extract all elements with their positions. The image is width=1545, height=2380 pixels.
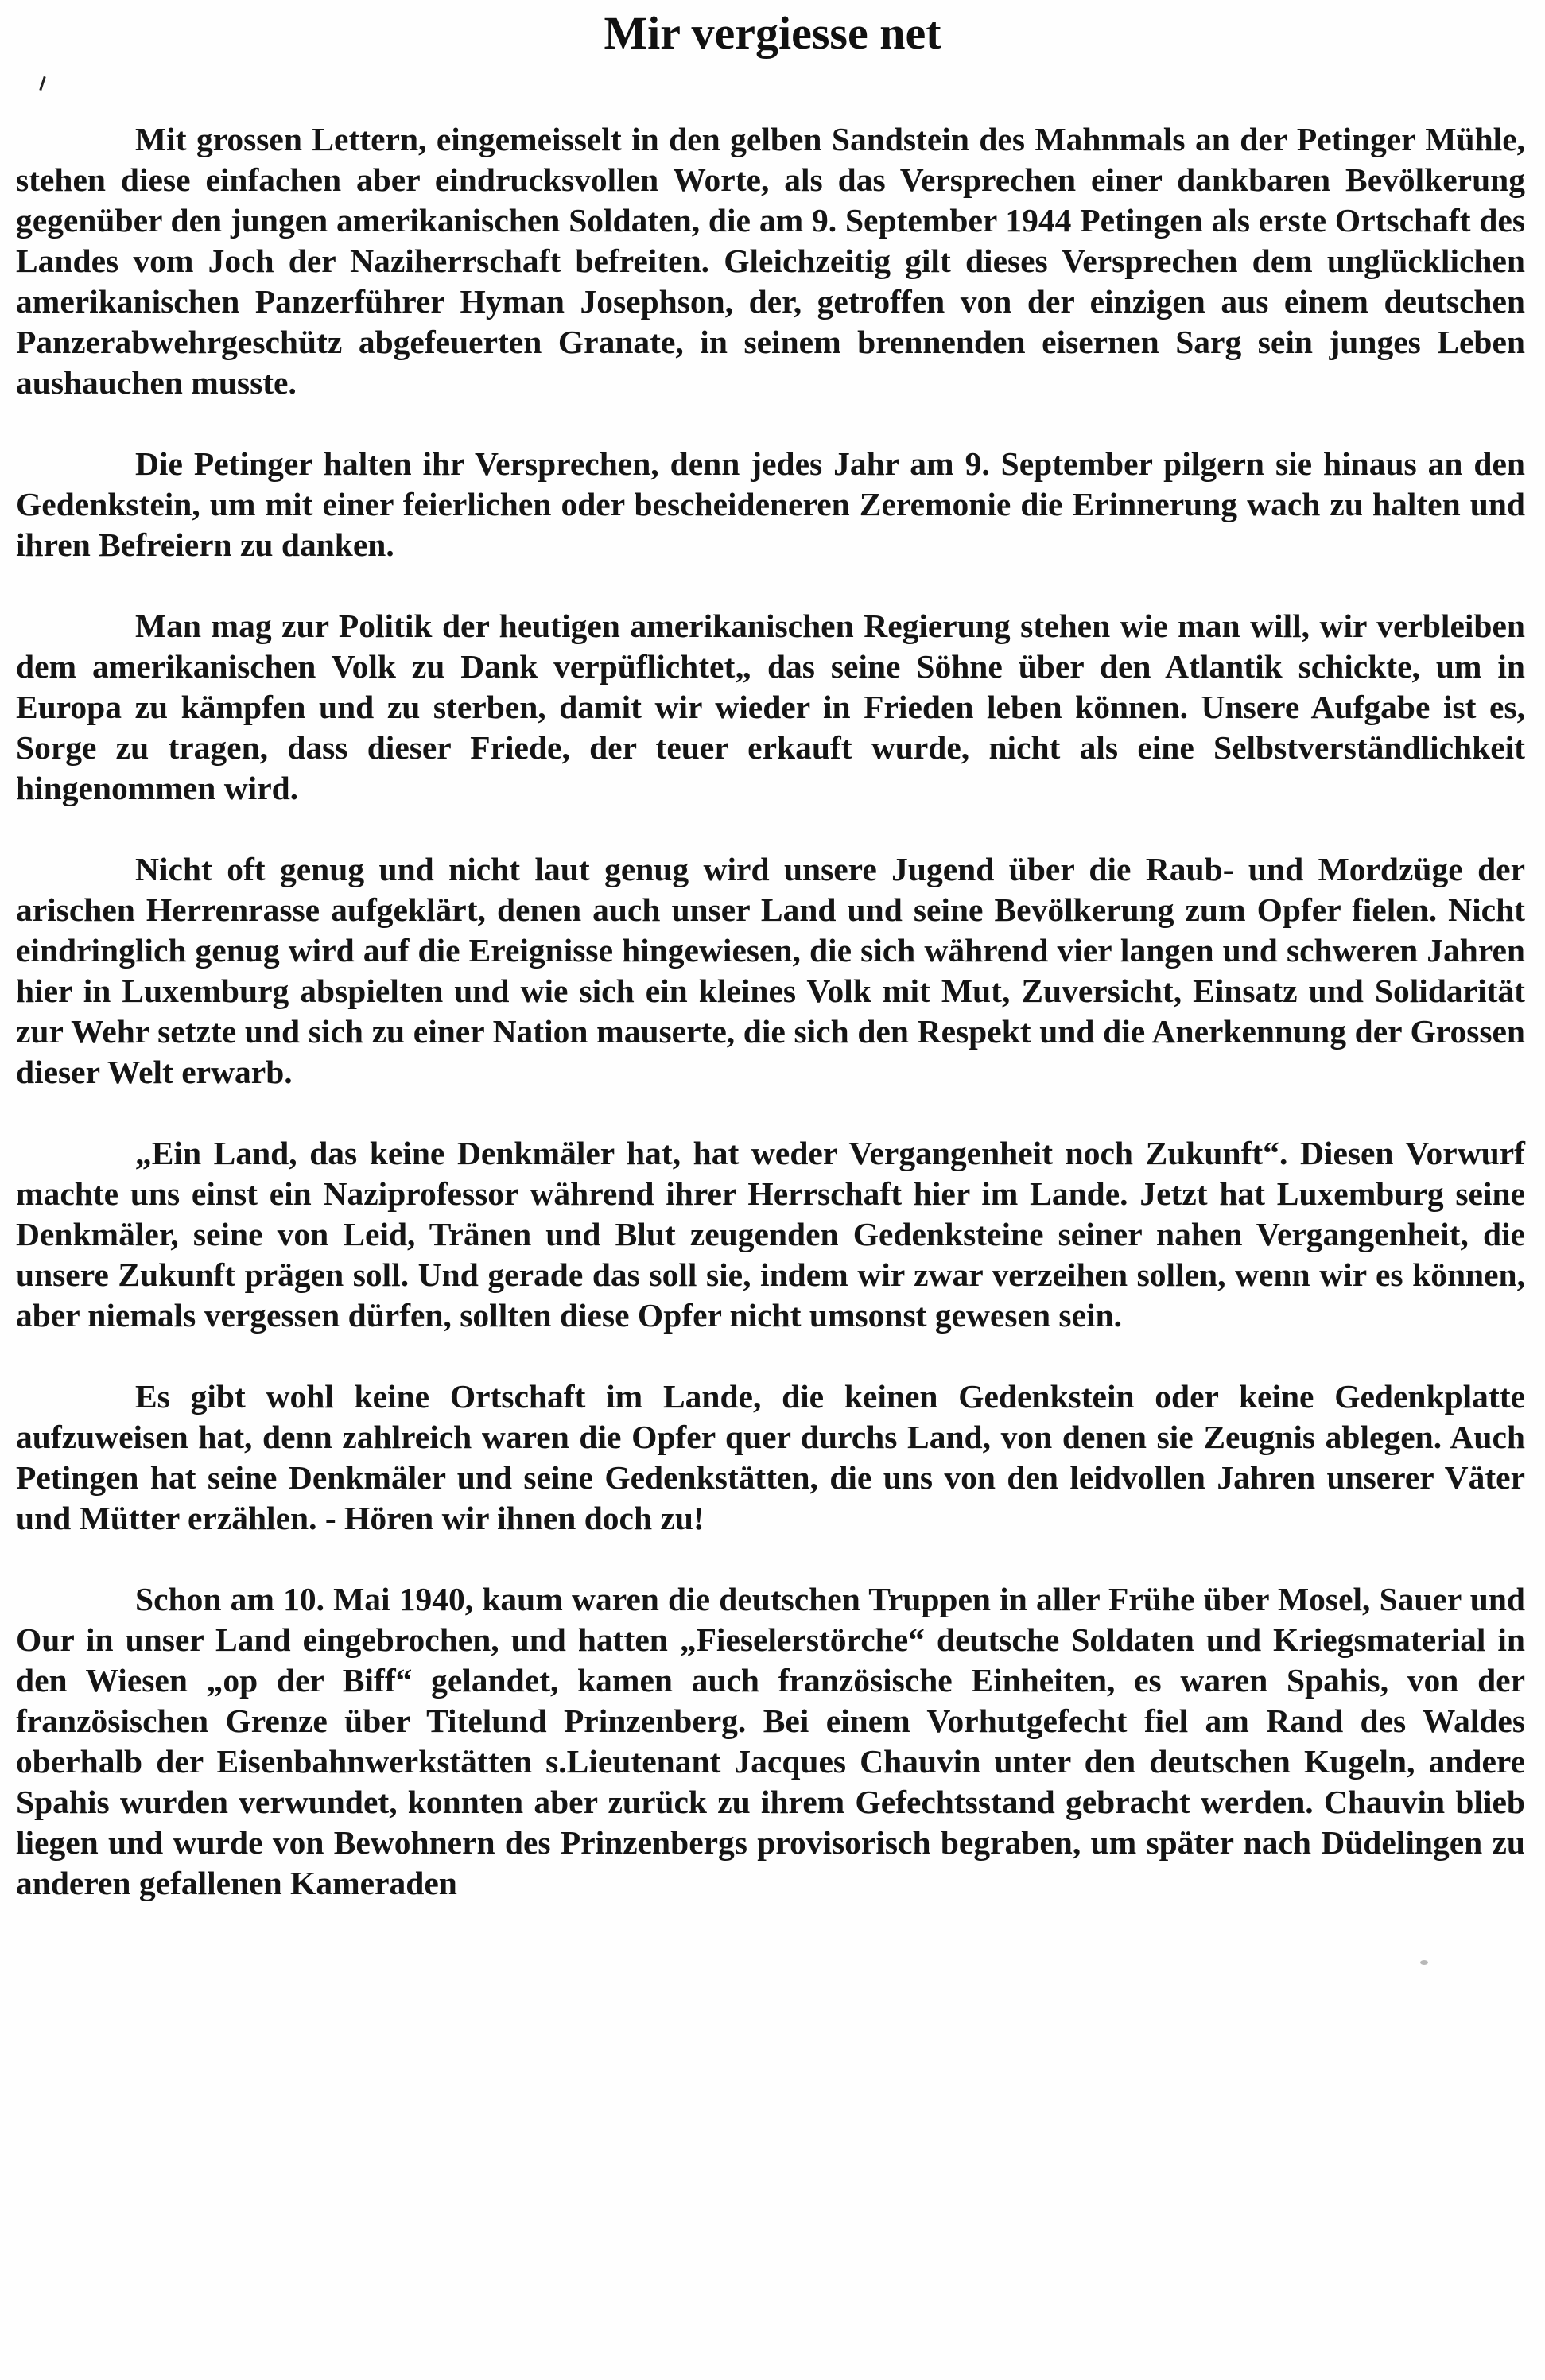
stray-pen-mark	[39, 76, 45, 91]
paragraph-gedenkstein: Es gibt wohl keine Ortschaft im Lande, die keinen Gedenkstein oder keine Gedenkplatte aufzuweisen hat, denn zahlreich waren die Opfer quer durchs Land, von denen sie Zeugnis ablegen. Auch Petingen hat seine Denkmäler und seine Gedenkstätten, die uns von den leidvollen Jahren unserer Väter und Mütter erzählen. - Hören wir ihnen doch zu!	[16, 1378, 1525, 1536]
paragraph-jugend: Nicht oft genug und nicht laut genug wird unsere Jugend über die Raub- und Mordzüge der arischen Herrenrasse aufgeklärt, denen auch unser Land und seine Bevölkerung zum Opfer fielen. Nicht eindringlich genug wird auf die Ereignisse hingewiesen, die sich während vier langen und schweren Jahren hier in Luxemburg abspielten und wie sich ein kleines Volk mit Mut, Zuversicht, Einsatz und Solidarität zur Wehr setzte und sich zu einer Nation mauserte, die sich den Respekt und die Anerkennung der Grossen dieser Welt erwarb.	[16, 851, 1525, 1090]
document-title: Mir vergiesse net	[604, 7, 941, 59]
paragraph-denkmaeler: „Ein Land, das keine Denkmäler hat, hat weder Vergangenheit noch Zukunft“. Diesen Vorwurf machte uns einst ein Naziprofessor während ihrer Herrschaft hier im Lande. Jetzt hat Luxemburg seine Denkmäler, seine von Leid, Tränen und Blut zeugenden Gedenksteine seiner nahen Vergangenheit, die unsere Zukunft prägen soll. Und gerade das soll sie, indem wir zwar verzeihen sollen, wenn wir es können, aber niemals vergessen dürfen, sollten diese Opfer nicht umsonst gewesen sein.	[16, 1135, 1525, 1334]
paragraph-mai-1940: Schon am 10. Mai 1940, kaum waren die deutschen Truppen in aller Frühe über Mosel, Sauer und Our in unser Land eingebrochen, und hatten „Fieselerstörche“ deutsche Soldaten und Kriegsmaterial in den Wiesen „op der Biff“ gelandet, kamen auch französische Einheiten, es waren Spahis, von der französischen Grenze über Titelund Prinzenberg. Bei einem Vorhutgefecht fiel am Rand des Waldes oberhalb der Eisenbahnwerkstätten s.Lieutenant Jacques Chauvin unter den deutschen Kugeln, andere Spahis wurden verwundet, konnten aber zurück zu ihrem Gefechtsstand gebracht werden. Chauvin blieb liegen und wurde von Bewohnern des Prinzenbergs provisorisch begraben, um später nach Düdelingen zu anderen gefallenen Kameraden	[16, 1581, 1525, 1901]
paragraph-versprechen: Die Petinger halten ihr Versprechen, denn jedes Jahr am 9. September pilgern sie hinaus an den Gedenkstein, um mit einer feierlichen oder bescheideneren Zeremonie die Erinnerung wach zu halten und ihren Befreiern zu danken.	[16, 445, 1525, 563]
document-body	[16, 119, 1525, 1904]
paragraph-mahnmal: Mit grossen Lettern, eingemeisselt in den gelben Sandstein des Mahnmals an der Petinger Mühle, stehen diese einfachen aber eindrucksvollen Worte, als das Versprechen einer dankbaren Bevölkerung gegenüber den jungen amerikanischen Soldaten, die am 9. September 1944 Petingen als erste Ortschaft des Landes vom Joch der Naziherrschaft befreiten. Gleichzeitig gilt dieses Versprechen dem unglücklichen amerikanischen Panzerführer Hyman Josephson, der, getroffen von der einzigen aus einem deutschen Panzerabwehrgeschütz abgefeuerten Granate, in seinem brennenden eisernen Sarg sein junges Leben aushauchen musste.	[16, 121, 1525, 401]
paragraph-politik: Man mag zur Politik der heutigen amerikanischen Regierung stehen wie man will, wir verbleiben dem amerikanischen Volk zu Dank verpüflichtet„ das seine Söhne über den Atlantik schickte, um in Europa zu kämpfen und zu sterben, damit wir wieder in Frieden leben können. Unsere Aufgabe ist es, Sorge zu tragen, dass dieser Friede, der teuer erkauft wurde, nicht als eine Selbstverständlichkeit hingenommen wird.	[16, 608, 1525, 806]
scan-speck	[1420, 1960, 1428, 1965]
